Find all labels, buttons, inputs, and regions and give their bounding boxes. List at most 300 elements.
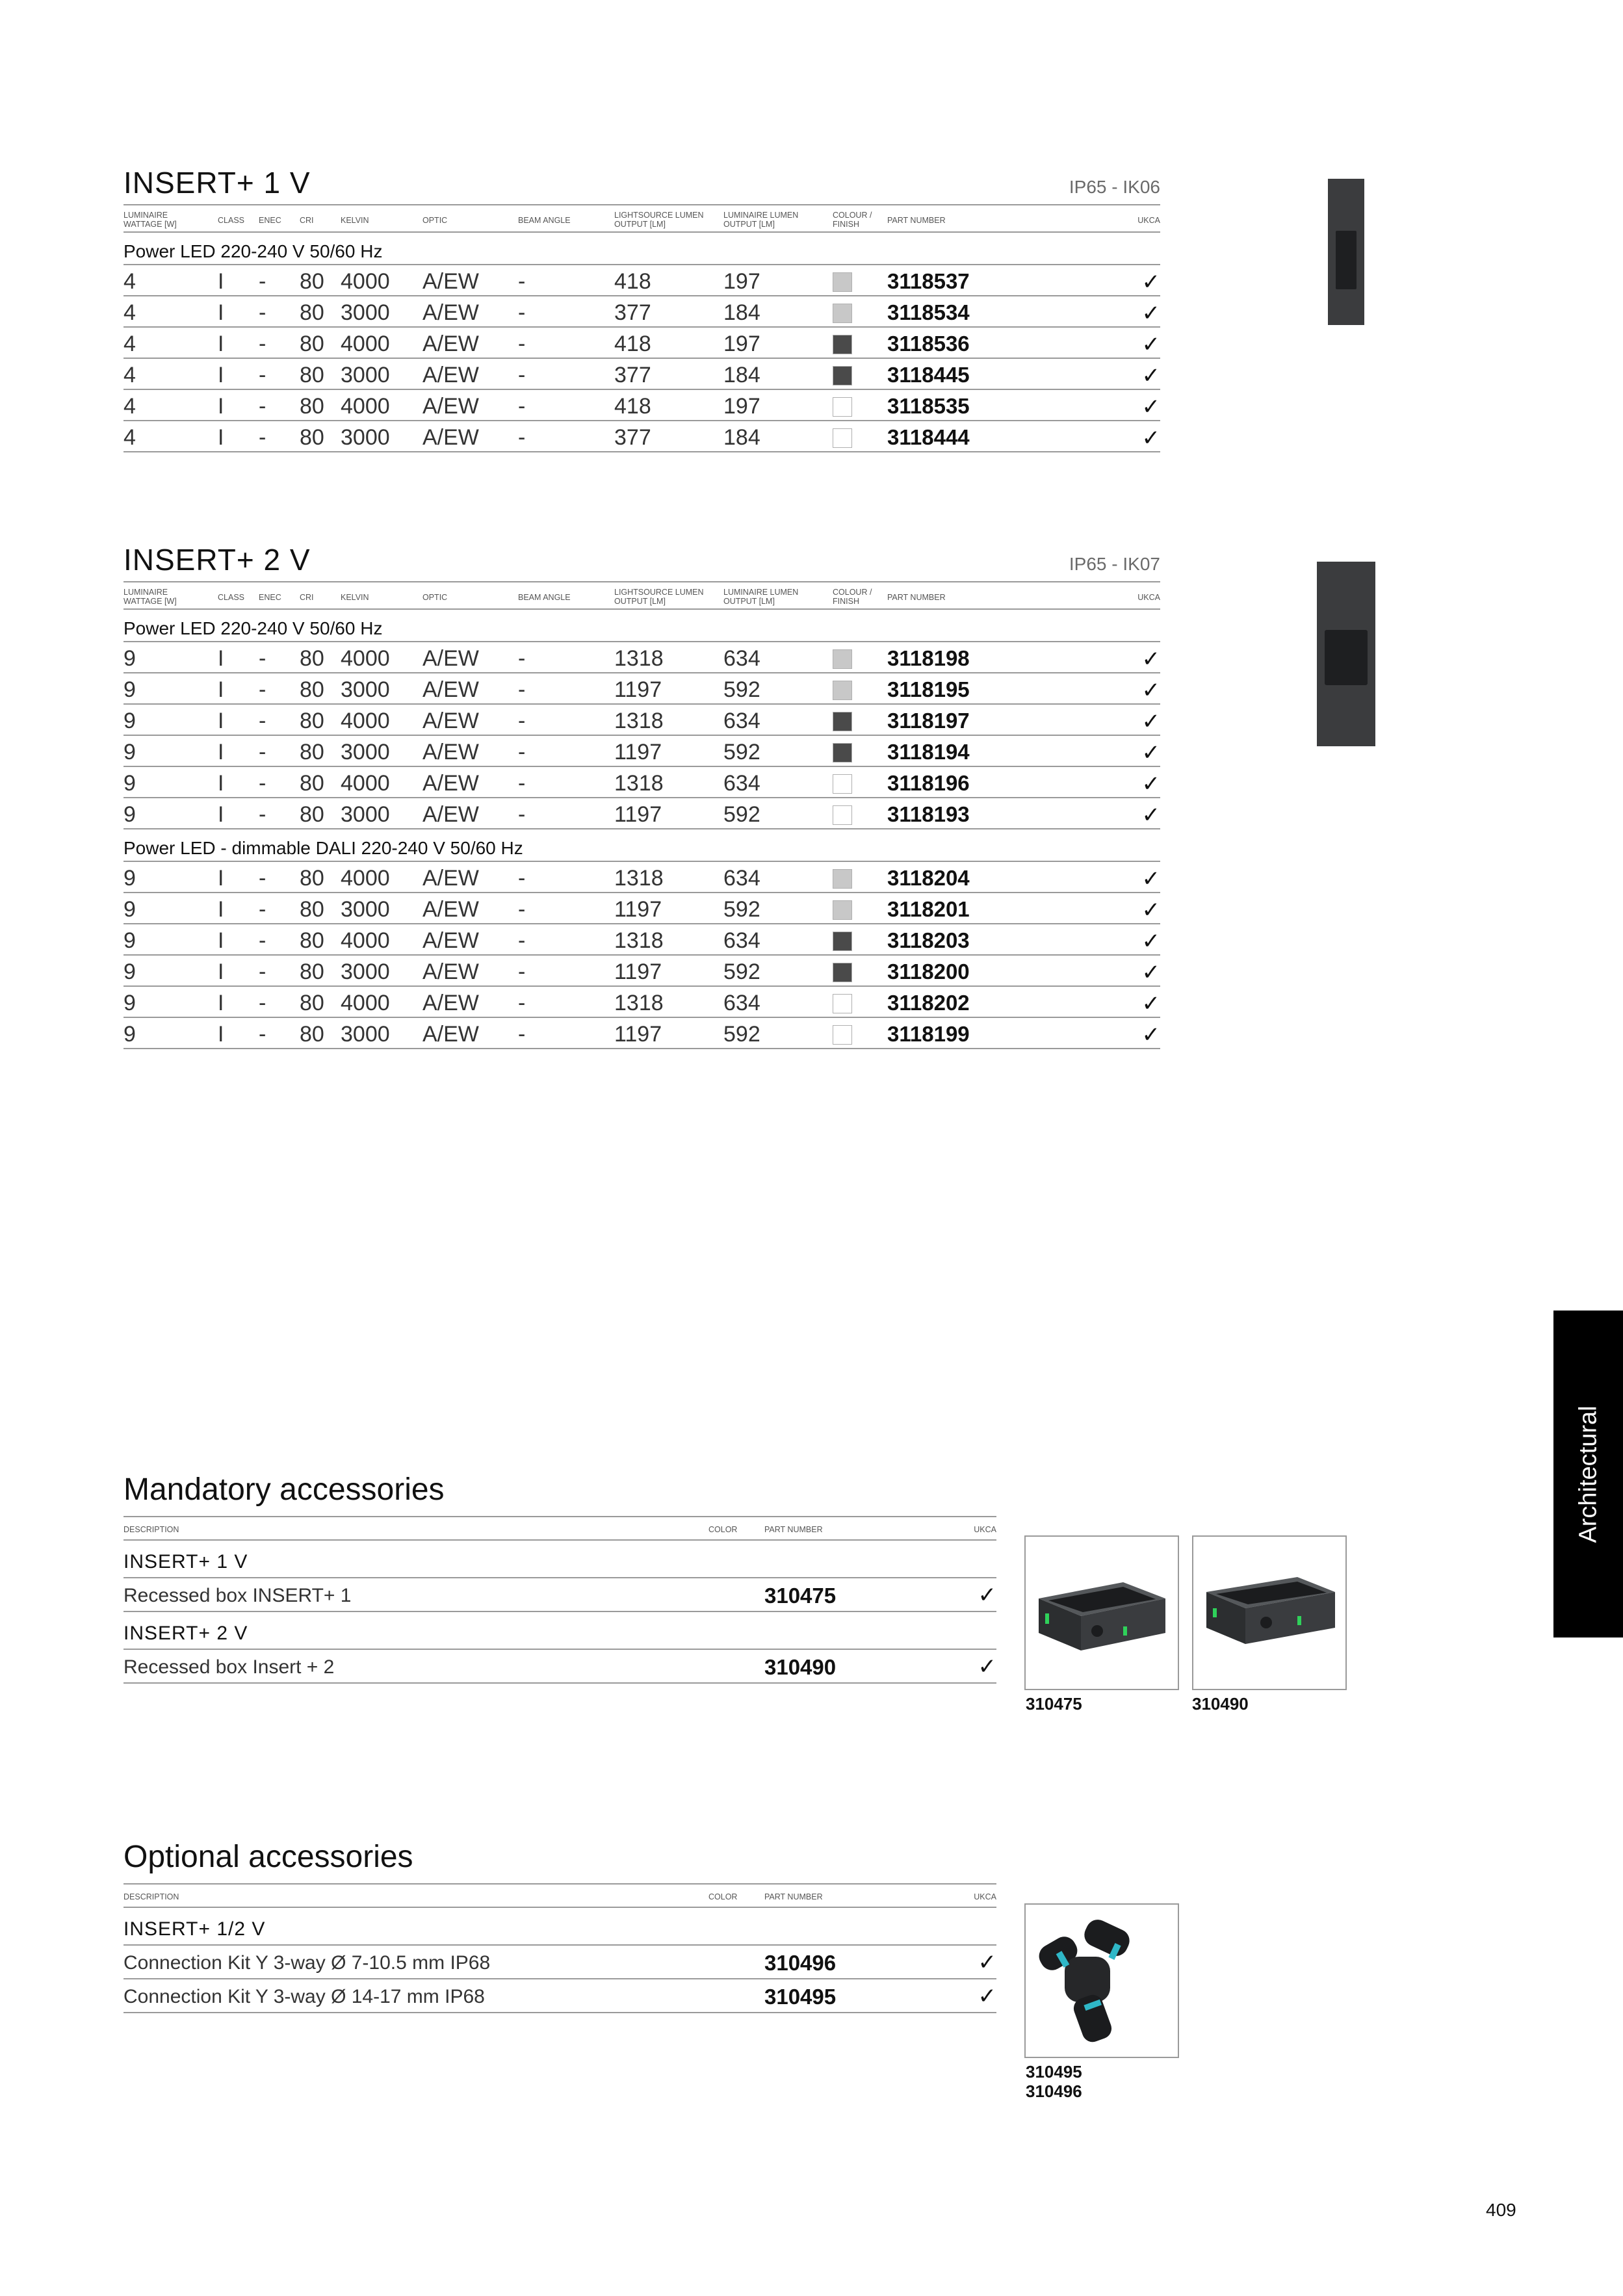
cell-class: I	[218, 1022, 224, 1047]
column-headers	[123, 205, 1160, 233]
cell-cri: 80	[300, 425, 324, 450]
cell-part: 3118204	[887, 866, 970, 890]
cell-lum-lumen: 197	[723, 332, 760, 356]
optional-accessories	[123, 1839, 996, 2013]
cell-kelvin: 4000	[341, 771, 390, 796]
cell-class: I	[218, 332, 224, 356]
cell-ls-lumen: 1197	[614, 897, 662, 922]
cell-part: 3118202	[887, 991, 970, 1015]
cell-class: I	[218, 425, 224, 450]
ukca-check-icon: ✓	[978, 1950, 996, 1975]
accessory-description: Recessed box INSERT+ 1	[123, 1585, 352, 1606]
cell-ls-lumen: 1197	[614, 740, 662, 764]
caption-310495: 310495	[1026, 2062, 1082, 2081]
col-ls-lumen-2: OUTPUT [LM]	[614, 597, 666, 606]
cell-kelvin: 3000	[341, 802, 390, 827]
col-part: PART NUMBER	[764, 1525, 823, 1534]
col-cri: CRI	[300, 593, 314, 602]
ukca-check-icon: ✓	[1141, 803, 1160, 828]
col-lum-lumen-1: LUMINAIRE LUMEN	[723, 588, 799, 597]
cell-class: I	[218, 363, 224, 387]
cell-optic: A/EW	[422, 991, 479, 1015]
cell-beam: -	[518, 897, 526, 922]
cell-cri: 80	[300, 677, 324, 702]
col-description: DESCRIPTION	[123, 1525, 179, 1534]
product-header	[123, 166, 1160, 205]
cell-kelvin: 4000	[341, 269, 390, 294]
ukca-check-icon: ✓	[1141, 301, 1160, 326]
cell-optic: A/EW	[422, 866, 479, 891]
cell-enec: -	[259, 269, 266, 294]
cell-class: I	[218, 740, 224, 764]
colour-swatch	[833, 963, 852, 982]
table-row	[123, 328, 1160, 359]
cell-wattage: 9	[123, 928, 136, 953]
cell-class: I	[218, 269, 224, 294]
cell-kelvin: 3000	[341, 677, 390, 702]
ukca-check-icon: ✓	[1141, 960, 1160, 985]
table-row	[123, 359, 1160, 390]
cell-beam: -	[518, 269, 526, 294]
cell-part: 3118196	[887, 771, 970, 795]
accessory-description: Connection Kit Y 3-way Ø 14-17 mm IP68	[123, 1986, 485, 2007]
product-title: INSERT+ 2 V	[123, 543, 311, 577]
col-colour-1: COLOUR /	[833, 211, 872, 220]
col-colour-1: COLOUR /	[833, 588, 872, 597]
cell-lum-lumen: 184	[723, 363, 760, 387]
cell-lum-lumen: 197	[723, 394, 760, 419]
cell-enec: -	[259, 394, 266, 419]
cell-wattage: 9	[123, 991, 136, 1015]
cell-ls-lumen: 377	[614, 425, 651, 450]
col-colour-2: FINISH	[833, 597, 859, 606]
colour-swatch	[833, 428, 852, 448]
col-part: PART NUMBER	[764, 1892, 823, 1901]
column-headers	[123, 582, 1160, 610]
accessory-table	[123, 1541, 996, 1684]
col-ls-lumen-1: LIGHTSOURCE LUMEN	[614, 588, 704, 597]
table-row	[123, 265, 1160, 296]
ip-rating: IP65 - IK06	[1069, 177, 1160, 197]
cell-wattage: 9	[123, 709, 136, 733]
caption-connection-kit	[1026, 2062, 1082, 2101]
col-optic: OPTIC	[422, 593, 448, 602]
cell-enec: -	[259, 300, 266, 325]
col-part: PART NUMBER	[887, 593, 946, 602]
cell-kelvin: 3000	[341, 959, 390, 984]
page-number: 409	[1486, 2200, 1516, 2220]
ukca-check-icon: ✓	[1141, 772, 1160, 796]
cell-cri: 80	[300, 802, 324, 827]
cell-lum-lumen: 634	[723, 866, 760, 891]
ip-rating: IP65 - IK07	[1069, 554, 1160, 574]
cell-enec: -	[259, 897, 266, 922]
group-title: Power LED - dimmable DALI 220-240 V 50/60 Hz	[123, 829, 1160, 862]
col-cri: CRI	[300, 216, 314, 225]
col-wattage-2: WATTAGE [W]	[123, 220, 177, 229]
cell-beam: -	[518, 1022, 526, 1047]
cell-cri: 80	[300, 646, 324, 671]
cell-beam: -	[518, 677, 526, 702]
col-beam: BEAM ANGLE	[518, 593, 571, 602]
cell-kelvin: 3000	[341, 740, 390, 764]
ukca-check-icon: ✓	[1141, 678, 1160, 703]
cell-beam: -	[518, 709, 526, 733]
table-row	[123, 767, 1160, 798]
colour-swatch	[833, 649, 852, 669]
cell-ls-lumen: 1197	[614, 1022, 662, 1047]
cell-ls-lumen: 1318	[614, 866, 664, 891]
accessory-description: Recessed box Insert + 2	[123, 1656, 335, 1678]
colour-swatch	[833, 900, 852, 920]
cell-lum-lumen: 592	[723, 1022, 760, 1047]
section-title: Optional accessories	[123, 1839, 996, 1885]
col-kelvin: KELVIN	[341, 216, 369, 225]
cell-enec: -	[259, 959, 266, 984]
cell-optic: A/EW	[422, 897, 479, 922]
cell-wattage: 9	[123, 677, 136, 702]
cell-kelvin: 4000	[341, 646, 390, 671]
cell-wattage: 9	[123, 802, 136, 827]
col-ukca: UKCA	[974, 1525, 996, 1534]
cell-lum-lumen: 634	[723, 928, 760, 953]
cell-optic: A/EW	[422, 740, 479, 764]
cell-part: 3118199	[887, 1022, 970, 1046]
cell-cri: 80	[300, 771, 324, 796]
cell-wattage: 9	[123, 771, 136, 796]
cell-beam: -	[518, 928, 526, 953]
cell-optic: A/EW	[422, 363, 479, 387]
ukca-check-icon: ✓	[1141, 740, 1160, 765]
col-optic: OPTIC	[422, 216, 448, 225]
cell-cri: 80	[300, 363, 324, 387]
cell-lum-lumen: 634	[723, 709, 760, 733]
cell-optic: A/EW	[422, 300, 479, 325]
cell-ls-lumen: 1318	[614, 991, 664, 1015]
cell-kelvin: 4000	[341, 394, 390, 419]
col-ukca: UKCA	[1137, 216, 1160, 225]
accessory-column-headers	[123, 1517, 996, 1541]
cell-kelvin: 4000	[341, 866, 390, 891]
cell-lum-lumen: 592	[723, 802, 760, 827]
cell-enec: -	[259, 928, 266, 953]
colour-swatch	[833, 805, 852, 825]
col-part: PART NUMBER	[887, 216, 946, 225]
cell-part: 3118200	[887, 959, 970, 984]
colour-swatch	[833, 681, 852, 700]
cell-cri: 80	[300, 300, 324, 325]
cell-part: 3118203	[887, 928, 970, 952]
cell-class: I	[218, 802, 224, 827]
accessory-part-number: 310496	[764, 1951, 837, 1975]
table-row	[123, 987, 1160, 1018]
accessory-image-connection-kit	[1024, 1903, 1179, 2058]
cell-wattage: 4	[123, 394, 136, 419]
cell-optic: A/EW	[422, 646, 479, 671]
col-lum-lumen-2: OUTPUT [LM]	[723, 220, 775, 229]
cell-optic: A/EW	[422, 677, 479, 702]
cell-kelvin: 4000	[341, 709, 390, 733]
cell-enec: -	[259, 771, 266, 796]
table-row	[123, 705, 1160, 736]
ukca-check-icon: ✓	[978, 1583, 996, 1608]
ukca-check-icon: ✓	[1141, 270, 1160, 294]
table-row	[123, 736, 1160, 767]
cell-enec: -	[259, 677, 266, 702]
cell-beam: -	[518, 991, 526, 1015]
cell-optic: A/EW	[422, 394, 479, 419]
ukca-check-icon: ✓	[1141, 426, 1160, 450]
ukca-check-icon: ✓	[1141, 898, 1160, 922]
cell-beam: -	[518, 332, 526, 356]
ukca-check-icon: ✓	[1141, 991, 1160, 1016]
accessory-row	[123, 1979, 996, 2013]
cell-kelvin: 4000	[341, 991, 390, 1015]
caption-310475: 310475	[1026, 1694, 1082, 1714]
cell-part: 3118535	[887, 394, 970, 418]
accessory-part-number: 310495	[764, 1985, 837, 2009]
cell-lum-lumen: 592	[723, 897, 760, 922]
cell-kelvin: 3000	[341, 425, 390, 450]
cell-optic: A/EW	[422, 1022, 479, 1047]
cell-class: I	[218, 897, 224, 922]
cell-kelvin: 4000	[341, 928, 390, 953]
product-photo-insert-2	[1317, 562, 1375, 746]
col-class: CLASS	[218, 216, 244, 225]
cell-enec: -	[259, 363, 266, 387]
colour-swatch	[833, 994, 852, 1013]
cell-beam: -	[518, 425, 526, 450]
ukca-check-icon: ✓	[1141, 647, 1160, 672]
colour-swatch	[833, 869, 852, 889]
caption-310490: 310490	[1192, 1694, 1249, 1714]
section-title: Mandatory accessories	[123, 1472, 996, 1517]
accessory-part-number: 310475	[764, 1584, 837, 1608]
cell-optic: A/EW	[422, 771, 479, 796]
accessory-part-number: 310490	[764, 1655, 837, 1679]
cell-lum-lumen: 634	[723, 991, 760, 1015]
cell-part: 3118534	[887, 300, 970, 324]
cell-wattage: 9	[123, 1022, 136, 1047]
accessory-row	[123, 1946, 996, 1979]
colour-swatch	[833, 1025, 852, 1045]
accessory-column-headers	[123, 1885, 996, 1908]
cell-lum-lumen: 184	[723, 425, 760, 450]
cell-cri: 80	[300, 928, 324, 953]
accessory-description: Connection Kit Y 3-way Ø 7-10.5 mm IP68	[123, 1952, 491, 1974]
colour-swatch	[833, 272, 852, 292]
cell-enec: -	[259, 1022, 266, 1047]
cell-beam: -	[518, 866, 526, 891]
ukca-check-icon: ✓	[1141, 929, 1160, 954]
connection-kit-icon	[1026, 1905, 1178, 2057]
ukca-check-icon: ✓	[978, 1654, 996, 1679]
cell-cri: 80	[300, 740, 324, 764]
cell-wattage: 4	[123, 332, 136, 356]
cell-part: 3118445	[887, 363, 970, 387]
cell-optic: A/EW	[422, 928, 479, 953]
ukca-check-icon: ✓	[1141, 363, 1160, 388]
table-row	[123, 798, 1160, 829]
spec-table	[123, 233, 1160, 452]
cell-beam: -	[518, 771, 526, 796]
col-wattage-1: LUMINAIRE	[123, 211, 168, 220]
col-wattage-2: WATTAGE [W]	[123, 597, 177, 606]
colour-swatch	[833, 743, 852, 763]
cell-beam: -	[518, 300, 526, 325]
accessory-row	[123, 1578, 996, 1612]
cell-part: 3118537	[887, 269, 970, 293]
cell-cri: 80	[300, 394, 324, 419]
product-title: INSERT+ 1 V	[123, 166, 311, 200]
cell-class: I	[218, 959, 224, 984]
table-row	[123, 390, 1160, 421]
ukca-check-icon: ✓	[1141, 867, 1160, 891]
accessory-image-310475	[1024, 1535, 1179, 1690]
cell-beam: -	[518, 802, 526, 827]
cell-cri: 80	[300, 959, 324, 984]
ukca-check-icon: ✓	[978, 1984, 996, 2009]
cell-part: 3118201	[887, 897, 970, 921]
cell-optic: A/EW	[422, 332, 479, 356]
product-insert-2-v	[123, 543, 1160, 1049]
cell-lum-lumen: 634	[723, 646, 760, 671]
colour-swatch	[833, 397, 852, 417]
cell-class: I	[218, 394, 224, 419]
cell-cri: 80	[300, 991, 324, 1015]
table-row	[123, 956, 1160, 987]
cell-optic: A/EW	[422, 959, 479, 984]
cell-beam: -	[518, 363, 526, 387]
cell-wattage: 9	[123, 646, 136, 671]
cell-cri: 80	[300, 269, 324, 294]
col-colour-2: FINISH	[833, 220, 859, 229]
ukca-check-icon: ✓	[1141, 709, 1160, 734]
group-title: Power LED 220-240 V 50/60 Hz	[123, 610, 1160, 642]
colour-swatch	[833, 366, 852, 385]
col-ls-lumen-2: OUTPUT [LM]	[614, 220, 666, 229]
cell-part: 3118444	[887, 425, 970, 449]
cell-part: 3118193	[887, 802, 970, 826]
cell-class: I	[218, 646, 224, 671]
cell-class: I	[218, 991, 224, 1015]
cell-class: I	[218, 866, 224, 891]
colour-swatch	[833, 335, 852, 354]
col-color: COLOR	[708, 1525, 738, 1534]
cell-ls-lumen: 418	[614, 269, 651, 294]
cell-ls-lumen: 377	[614, 363, 651, 387]
cell-beam: -	[518, 740, 526, 764]
cell-optic: A/EW	[422, 269, 479, 294]
cell-enec: -	[259, 425, 266, 450]
cell-wattage: 9	[123, 959, 136, 984]
accessory-row	[123, 1650, 996, 1684]
mandatory-accessories	[123, 1472, 996, 1684]
recessed-box-icon	[1193, 1537, 1345, 1689]
cell-wattage: 9	[123, 866, 136, 891]
section-tab[interactable]	[1553, 1311, 1623, 1637]
cell-part: 3118195	[887, 677, 970, 701]
cell-wattage: 9	[123, 740, 136, 764]
cell-beam: -	[518, 394, 526, 419]
col-kelvin: KELVIN	[341, 593, 369, 602]
cell-part: 3118197	[887, 709, 970, 733]
cell-enec: -	[259, 991, 266, 1015]
table-row	[123, 421, 1160, 452]
cell-lum-lumen: 634	[723, 771, 760, 796]
cell-kelvin: 3000	[341, 300, 390, 325]
col-ls-lumen-1: LIGHTSOURCE LUMEN	[614, 211, 704, 220]
cell-cri: 80	[300, 332, 324, 356]
cell-enec: -	[259, 332, 266, 356]
colour-swatch	[833, 932, 852, 951]
cell-ls-lumen: 1197	[614, 802, 662, 827]
cell-part: 3118198	[887, 646, 970, 670]
cell-kelvin: 3000	[341, 1022, 390, 1047]
table-row	[123, 893, 1160, 924]
cell-beam: -	[518, 959, 526, 984]
cell-kelvin: 3000	[341, 363, 390, 387]
cell-class: I	[218, 709, 224, 733]
cell-cri: 80	[300, 709, 324, 733]
cell-ls-lumen: 377	[614, 300, 651, 325]
product-insert-1-v	[123, 166, 1160, 452]
col-ukca: UKCA	[974, 1892, 996, 1901]
accessory-table	[123, 1908, 996, 2013]
cell-optic: A/EW	[422, 425, 479, 450]
cell-kelvin: 4000	[341, 332, 390, 356]
cell-lum-lumen: 197	[723, 269, 760, 294]
colour-swatch	[833, 712, 852, 731]
cell-ls-lumen: 1318	[614, 709, 664, 733]
col-wattage-1: LUMINAIRE	[123, 588, 168, 597]
cell-lum-lumen: 592	[723, 740, 760, 764]
colour-swatch	[833, 304, 852, 323]
cell-class: I	[218, 677, 224, 702]
table-row	[123, 1018, 1160, 1049]
accessory-group-title: INSERT+ 1 V	[123, 1541, 996, 1578]
cell-ls-lumen: 1318	[614, 771, 664, 796]
product-photo-insert-1	[1328, 179, 1364, 325]
cell-ls-lumen: 1318	[614, 646, 664, 671]
cell-part: 3118194	[887, 740, 970, 764]
cell-cri: 80	[300, 866, 324, 891]
cell-wattage: 4	[123, 425, 136, 450]
cell-class: I	[218, 300, 224, 325]
cell-class: I	[218, 928, 224, 953]
table-row	[123, 296, 1160, 328]
cell-ls-lumen: 1197	[614, 677, 662, 702]
colour-swatch	[833, 774, 852, 794]
spec-table	[123, 610, 1160, 1049]
group-title: Power LED 220-240 V 50/60 Hz	[123, 233, 1160, 265]
col-lum-lumen-2: OUTPUT [LM]	[723, 597, 775, 606]
cell-ls-lumen: 1318	[614, 928, 664, 953]
cell-beam: -	[518, 646, 526, 671]
caption-310496: 310496	[1026, 2081, 1082, 2101]
cell-part: 3118536	[887, 332, 970, 356]
col-lum-lumen-1: LUMINAIRE LUMEN	[723, 211, 799, 220]
cell-ls-lumen: 1197	[614, 959, 662, 984]
col-class: CLASS	[218, 593, 244, 602]
cell-cri: 80	[300, 1022, 324, 1047]
cell-wattage: 9	[123, 897, 136, 922]
col-enec: ENEC	[259, 216, 281, 225]
accessory-group-title: INSERT+ 1/2 V	[123, 1908, 996, 1946]
cell-enec: -	[259, 646, 266, 671]
ukca-check-icon: ✓	[1141, 395, 1160, 419]
cell-ls-lumen: 418	[614, 332, 651, 356]
